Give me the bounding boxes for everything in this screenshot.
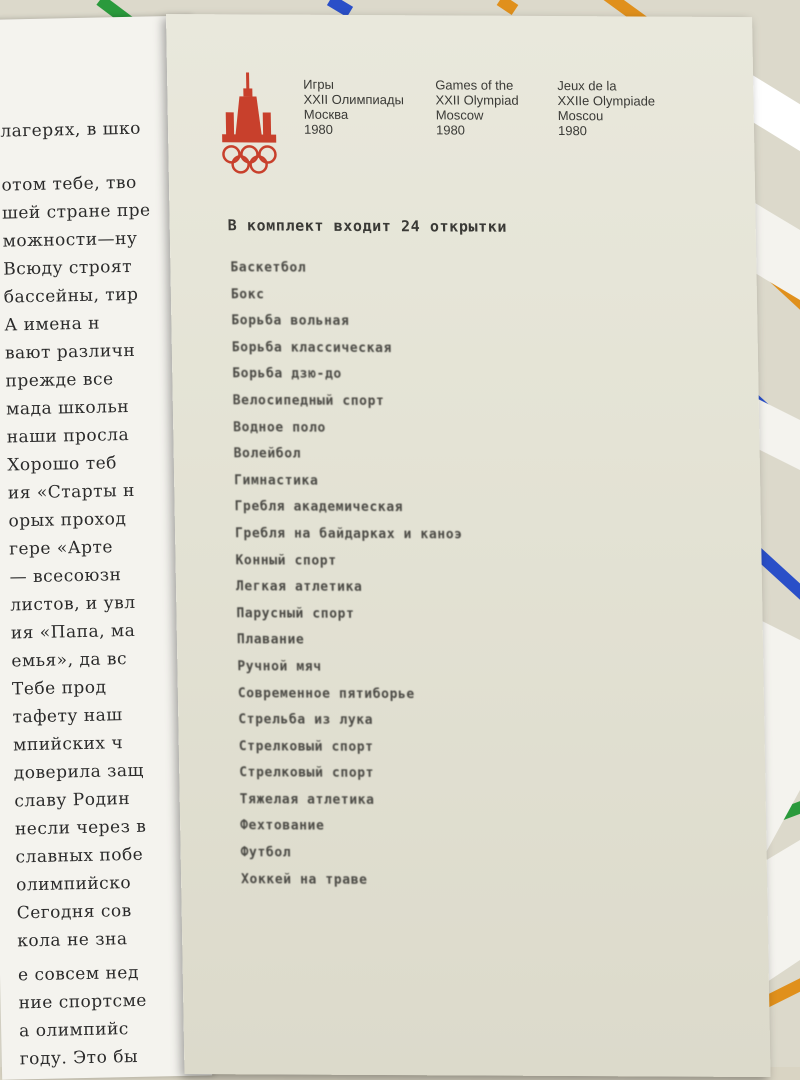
left-page-line: ия «Старты н xyxy=(7,480,136,504)
header-russian xyxy=(303,77,404,138)
sport-item: Тяжелая атлетика xyxy=(239,792,375,808)
left-page-line: славных побе xyxy=(15,844,144,868)
header-english xyxy=(435,77,519,137)
left-page-line: вают различн xyxy=(4,340,136,364)
left-page-line: ние спортсме xyxy=(18,990,148,1014)
sport-item: Стрелковый спорт xyxy=(239,765,375,782)
left-page-line: орых проход xyxy=(8,509,127,532)
sport-item: Борьба дзю-до xyxy=(232,366,342,383)
postcard-set-insert xyxy=(166,14,771,1077)
header-fr-line: 1980 xyxy=(557,123,588,139)
left-page-line: Тебе прод xyxy=(11,677,107,700)
left-page-line: мпийских ч xyxy=(12,733,124,756)
sport-item: Ручной мяч xyxy=(237,659,322,675)
sport-item: Плавание xyxy=(236,632,305,648)
left-page-line: наши просла xyxy=(6,424,130,448)
sport-item: Футбол xyxy=(240,845,292,861)
header-en-line: Games of the xyxy=(435,77,514,93)
left-page-line: доверила защ xyxy=(13,760,145,784)
header-ru-line: Москва xyxy=(303,106,349,122)
sport-item: Хоккей на траве xyxy=(240,871,368,888)
left-page-line: шей стране пре xyxy=(1,200,151,224)
header-fr-line: Jeux de la xyxy=(557,78,617,94)
left-page-line: лагерях, в шко xyxy=(0,118,142,142)
sport-item: Бокс xyxy=(230,286,265,303)
left-page-line: емья», да вс xyxy=(11,649,128,672)
sport-item: Борьба вольная xyxy=(231,313,350,330)
left-page-line: Сегодня сов xyxy=(16,901,132,924)
header-french xyxy=(557,78,656,139)
sport-item: Водное поло xyxy=(233,419,327,436)
left-page-line: гере «Арте xyxy=(8,537,114,560)
sport-item: Гимнастика xyxy=(234,473,319,489)
left-page-line: Всюду строят xyxy=(3,256,133,280)
header-ru-line: XXII Олимпиады xyxy=(303,91,405,108)
left-page-line: А имена н xyxy=(4,313,101,336)
left-page-line: кола не зна xyxy=(17,929,128,952)
sport-item: Легкая атлетика xyxy=(235,579,363,596)
left-page-line: славу Родин xyxy=(14,789,131,812)
sport-item: Стрелковый спорт xyxy=(238,738,374,755)
left-page-line: бассейны, тир xyxy=(3,284,139,308)
left-page-line: тафету наш xyxy=(12,705,123,728)
sport-item: Фехтование xyxy=(240,818,325,835)
left-page-line: прежде все xyxy=(5,369,114,392)
left-page-line: а олимпийс xyxy=(18,1019,130,1042)
header-en-line: XXII Olympiad xyxy=(435,92,519,108)
left-page-line: можности—ну xyxy=(2,228,138,252)
header-fr-line: XXIIe Olympiade xyxy=(557,93,656,109)
sport-item: Гребля на байдарках и каноэ xyxy=(234,526,463,543)
left-page-line: листов, и увл xyxy=(10,592,136,616)
sport-item: Борьба классическая xyxy=(231,340,393,356)
header-ru-line: 1980 xyxy=(303,121,334,137)
sport-item: Волейбол xyxy=(233,446,302,462)
sport-item: Гребля академическая xyxy=(234,499,404,516)
moscow-1980-olympic-emblem-icon xyxy=(219,72,279,180)
left-page-line: олимпийско xyxy=(15,873,132,896)
sport-item: Современное пятиборье xyxy=(237,685,415,702)
sport-item: Стрельба из лука xyxy=(238,712,374,729)
left-page-line: ия «Папа, ма xyxy=(10,620,136,644)
sports-list xyxy=(230,260,469,899)
sport-item: Парусный спорт xyxy=(236,606,355,622)
sport-item: Конный спорт xyxy=(235,552,337,569)
left-page-line: отом тебе, тво xyxy=(1,172,137,196)
left-page-line: мада школьн xyxy=(5,396,130,420)
left-page-line: году. Это бы xyxy=(19,1046,139,1070)
left-page-line: — всесоюзн xyxy=(9,565,122,588)
left-page-line: е совсем нед xyxy=(17,962,140,986)
header-fr-line: Moscou xyxy=(557,108,604,124)
header-en-line: Moscow xyxy=(435,107,484,123)
header-en-line: 1980 xyxy=(435,122,466,138)
sport-item: Баскетбол xyxy=(230,260,307,276)
header-ru-line: Игры xyxy=(303,76,335,92)
sport-item: Велосипедный спорт xyxy=(232,393,385,410)
left-page-line: несли через в xyxy=(14,816,147,840)
set-contents-title: В комплект входит 24 открытки xyxy=(227,216,508,236)
left-page-line: Хорошо теб xyxy=(7,453,118,476)
